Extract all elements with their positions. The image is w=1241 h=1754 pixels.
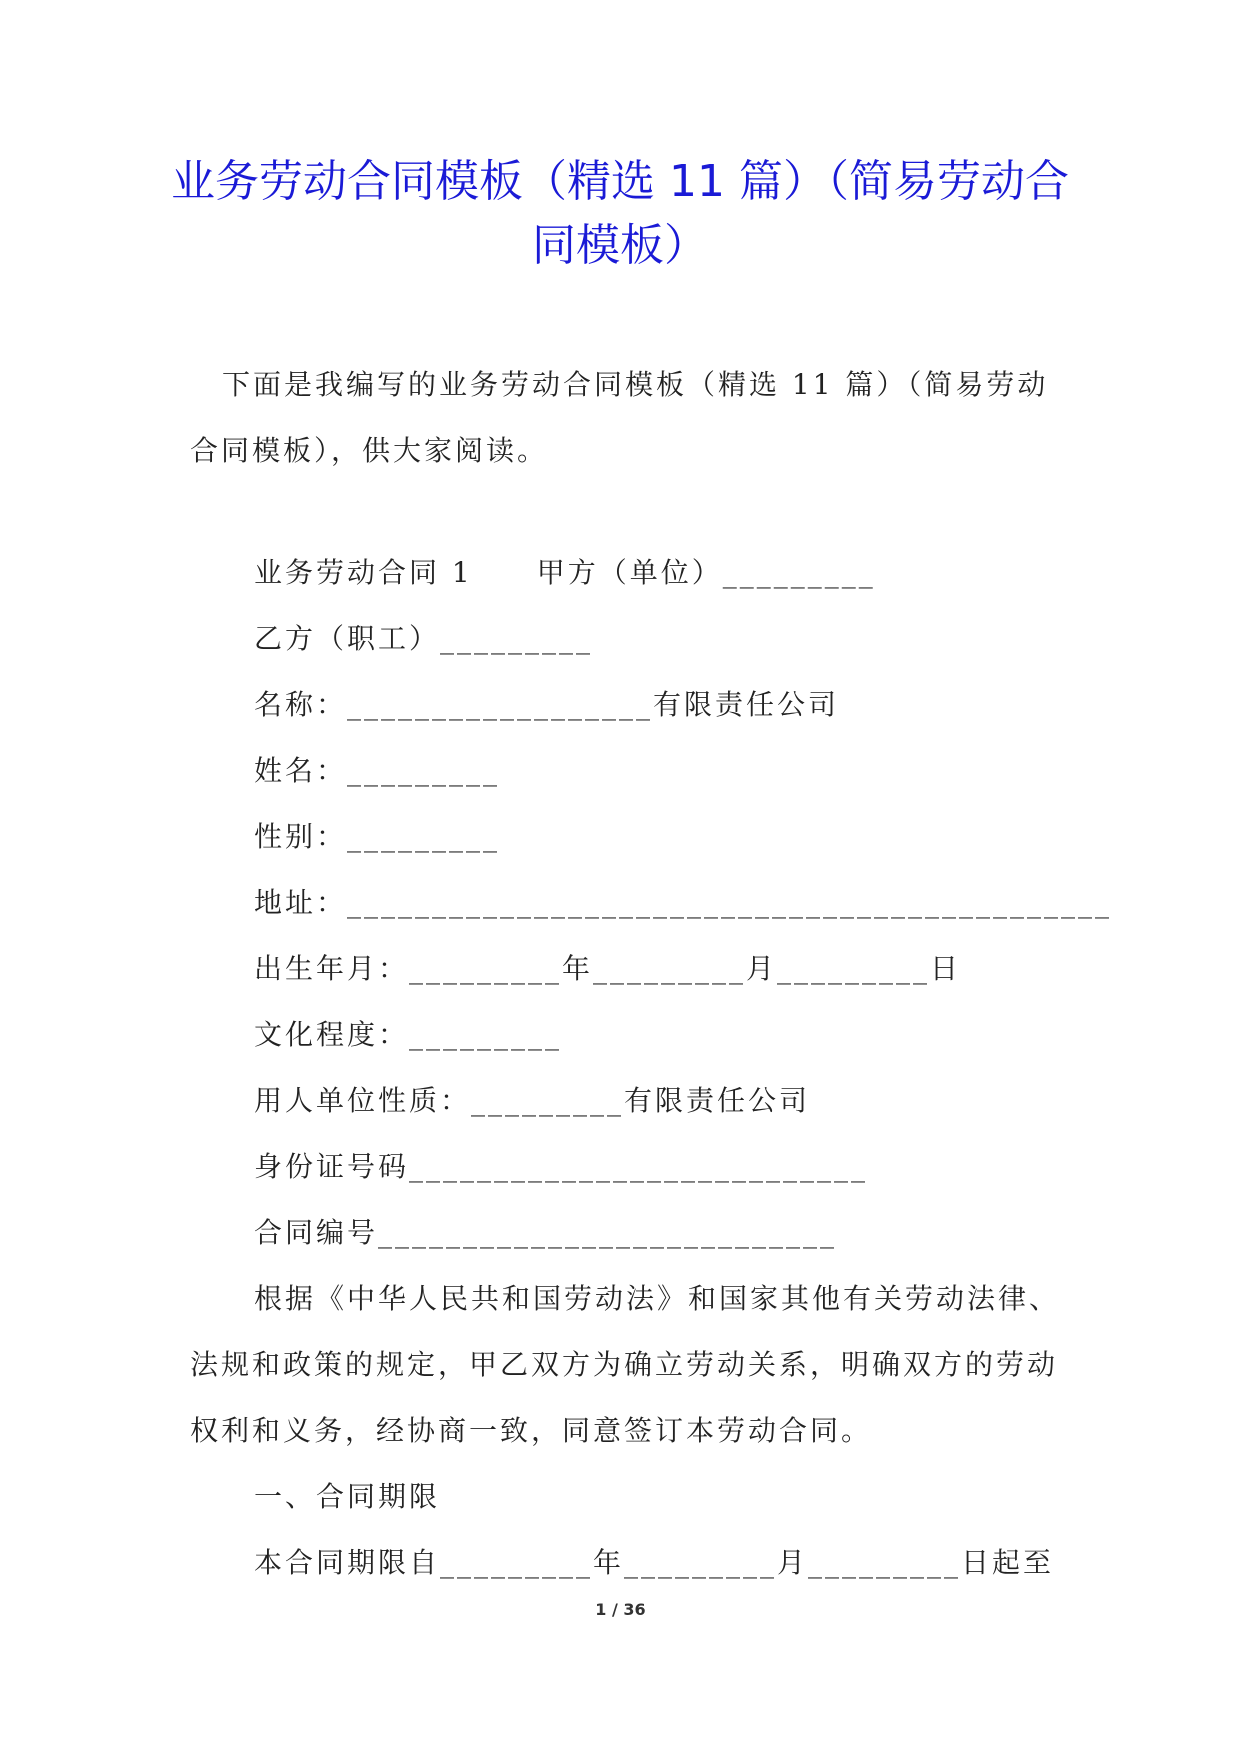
person-name-field: 姓名：_________ [254,754,501,787]
gender-field: 性别：_________ [254,820,501,853]
address-field: 地址：_____________________________________________ [254,886,1113,919]
contract-body [190,540,1113,1596]
page-number: 1 / 36 [595,1600,646,1619]
contract-heading-line [190,540,1060,606]
document-title: 业务劳动合同模板（精选 11 篇）（简易劳动合同模板） [171,156,1069,271]
section-1-title: 一、合同期限 [254,1480,441,1513]
preamble-paragraph: 根据《中华人民共和国劳动法》和国家其他有关劳动法律、法规和政策的规定，甲乙双方为确立劳动关系，明确双方的劳动权利和义务，经协商一致，同意签订本劳动合同。 [190,1282,1061,1447]
party-b-field: 乙方（职工）_________ [254,622,594,655]
intro-paragraph: 下面是我编写的业务劳动合同模板（精选 11 篇）（简易劳动合同模板），供大家阅读。 [190,368,1049,467]
party-a-field: 甲方（单位）_________ [536,556,876,589]
company-name-field: 名称：__________________有限责任公司 [254,688,840,721]
id-number-field: 身份证号码___________________________ [254,1150,869,1183]
contract-number-field: 合同编号___________________________ [254,1216,838,1249]
section-1-text: 本合同期限自_________年_________月_________日起至 [254,1546,1055,1579]
employer-type-field: 用人单位性质：_________有限责任公司 [254,1084,811,1117]
education-field: 文化程度：_________ [254,1018,563,1051]
birth-date-field: 出生年月：_________年_________月_________日 [254,952,962,985]
contract-heading: 业务劳动合同 1 [254,556,473,589]
